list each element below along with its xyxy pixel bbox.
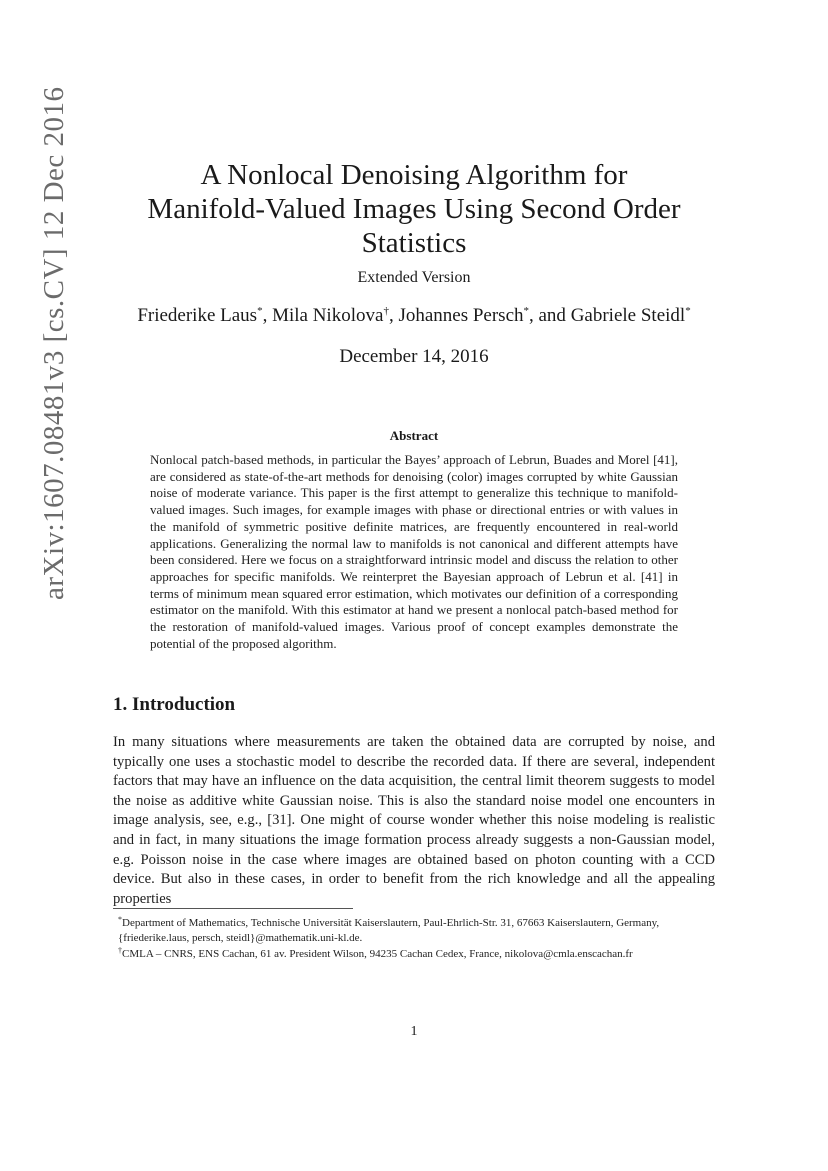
author-list	[0, 305, 828, 327]
footnote-mark: †	[118, 946, 122, 955]
page-number: 1	[410, 1024, 418, 1039]
footnote-text: Department of Mathematics, Technische Universität Kaiserslautern, Paul-Ehrlich-Str. 31, 67663 Kaiserslautern, Germany, {friederike.laus, persch, steidl}@mathematik.uni-kl.de.	[118, 917, 660, 944]
title-line: Manifold-Valued Images Using Second Order	[147, 193, 681, 225]
author-name: Johannes Persch	[398, 305, 524, 326]
footnote-text: CMLA – CNRS, ENS Cachan, 61 av. President Wilson, 94235 Cachan Cedex, France, nikolova@cmla.enscachan.fr	[122, 948, 633, 960]
author-mark: *	[685, 305, 691, 317]
intro-paragraph: In many situations where measurements are taken the obtained data are corrupted by noise, and typically one uses a stochastic model to describe the recorded data. If there are several, independent factors that may have an influence on the data acquisition, the central limit theorem suggests to model the noise as additive white Gaussian noise. This is also the standard noise model one encounters in image analysis, see, e.g., [31]. One might of course wonder whether this noise modeling is realistic and in fact, in many situations the image formation process already suggests a non-Gaussian model, e.g. Poisson noise in the case where images are obtained based on photon counting with a CCD device. But also in these cases, in order to benefit from the rich knowledge and all the appealing properties	[113, 734, 715, 907]
paper-title	[0, 158, 828, 260]
abstract-heading: Abstract	[389, 428, 439, 443]
title-line: Statistics	[361, 227, 467, 259]
section-heading: 1. Introduction	[113, 694, 236, 715]
author-mark: *	[257, 305, 263, 317]
footnote	[118, 912, 715, 946]
footnote-rule	[113, 908, 353, 909]
title-line: A Nonlocal Denoising Algorithm for	[200, 159, 628, 191]
footnote	[118, 943, 715, 962]
author-joiner: ,	[262, 305, 273, 326]
paper-date: December 14, 2016	[339, 346, 489, 367]
author-mark: †	[383, 305, 389, 317]
author-name: Friederike Laus	[137, 305, 258, 326]
author-joiner: ,	[388, 305, 399, 326]
author-joiner: , and	[529, 305, 571, 326]
author-mark: *	[523, 305, 529, 317]
author-name: Gabriele Steidl	[570, 305, 686, 326]
arxiv-stamp: arXiv:1607.08481v3 [cs.CV] 12 Dec 2016	[38, 86, 70, 600]
subtitle: Extended Version	[357, 269, 471, 286]
author-name: Mila Nikolova	[272, 305, 384, 326]
abstract-body: Nonlocal patch-based methods, in particular the Bayes’ approach of Lebrun, Buades and Morel [41], are considered as state-of-the-art methods for denoising (color) images corrupted by white Gaussian noise of moderate variance. This paper is the first attempt to generalize this technique to manifold-valued images. Such images, for example images with phase or directional entries or with values in the manifold of symmetric positive definite matrices, are frequently encountered in real-world applications. Generalizing the normal law to manifolds is not canonical and different attempts have been considered. Here we focus on a straightforward intrinsic model and discuss the relation to other approaches for specific manifolds. We reinterpret the Bayesian approach of Lebrun et al. [41] in terms of minimum mean squared error estimation, which motivates our definition of a corresponding estimator on the manifold. With this estimator at hand we present a nonlocal patch-based method for the restoration of manifold-valued images. Various proof of concept examples demonstrate the potential of the proposed algorithm.	[150, 452, 678, 651]
footnote-mark: *	[118, 915, 122, 924]
